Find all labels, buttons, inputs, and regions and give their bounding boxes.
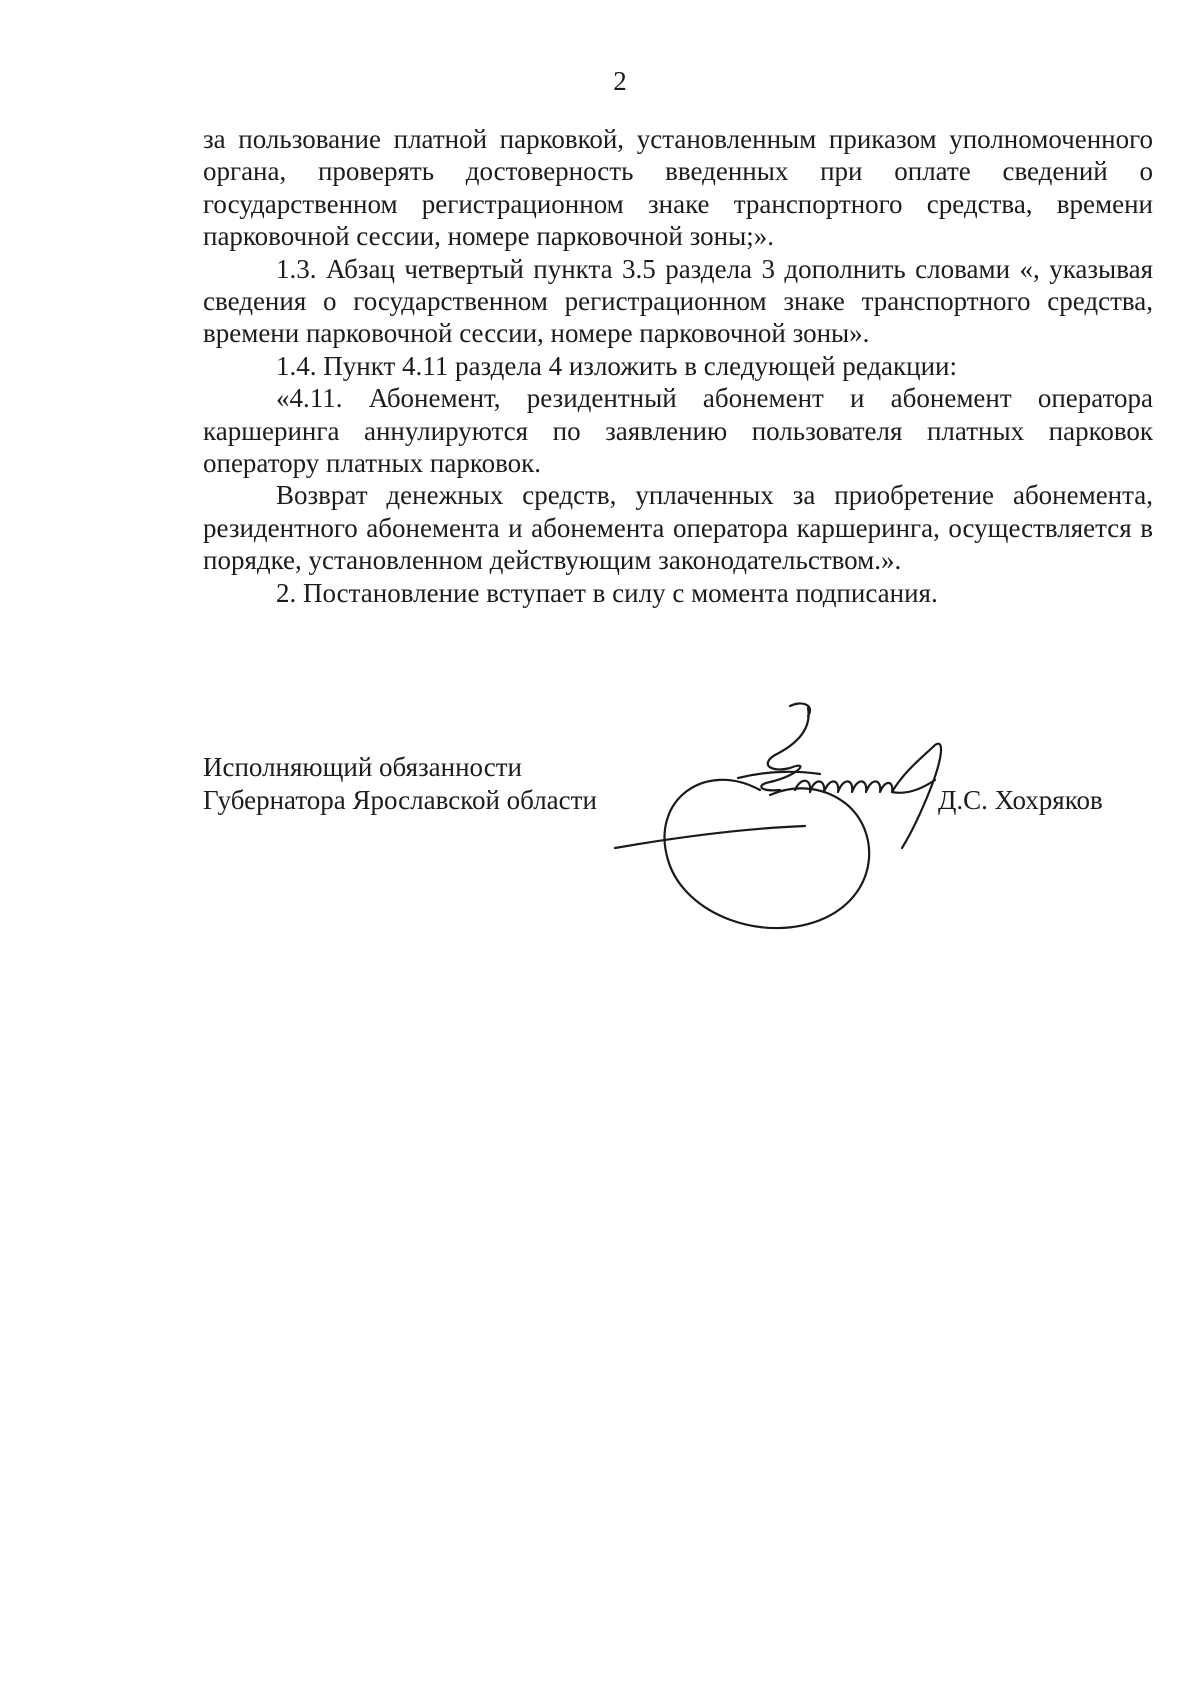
paragraph-clause-4-11: «4.11. Абонемент, резидентный абонемент и абонемент оператора каршеринга аннулируются по заявлению пользователя платных парковок оператору платных парковок.	[203, 383, 1153, 479]
paragraph-clause-1-3: 1.3. Абзац четвертый пункта 3.5 раздела 3 дополнить словами «, указывая сведения о государственном регистрационном знаке транспортного средства, времени парковочной сессии, номере парковочной зоны».	[203, 253, 1153, 349]
signer-title	[203, 751, 597, 816]
paragraph-refund: Возврат денежных средств, уплаченных за приобретение абонемента, резидентного абонемента и абонемента оператора каршеринга, осуществляется в порядке, установленном действующим законодательством.».	[203, 480, 1153, 576]
page-number: 2	[613, 66, 627, 96]
document-body	[203, 123, 1153, 609]
paragraph-continuation: за пользование платной парковкой, установленным приказом уполномоченного органа, проверять достоверность введенных при оплате сведений о государственном регистрационном знаке транспортного средства, времени парковочной сессии, номере парковочной зоны;».	[203, 124, 1153, 252]
signer-name: Д.С. Хохряков	[938, 785, 1103, 815]
paragraph-clause-2: 2. Постановление вступает в силу с момента подписания.	[276, 577, 938, 608]
paragraph-clause-1-4: 1.4. Пункт 4.11 раздела 4 изложить в следующей редакции:	[276, 350, 958, 381]
signer-title-line-1: Исполняющий обязанности	[203, 752, 522, 782]
signer-title-line-2: Губернатора Ярославской области	[203, 784, 597, 815]
